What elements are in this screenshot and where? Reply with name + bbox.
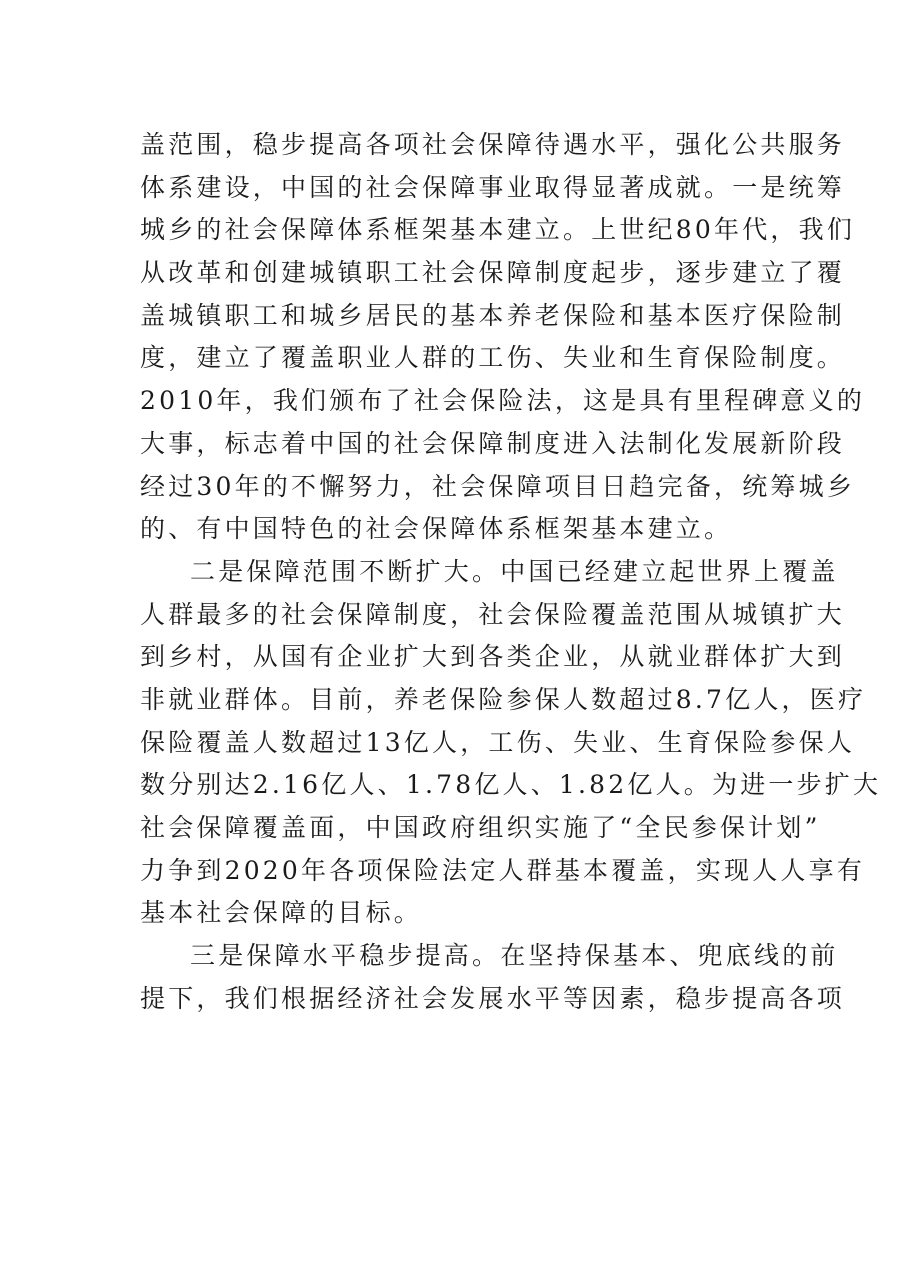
text-line: 数分别达2.16亿人、1.78亿人、1.82亿人。为进一步扩大 [140,770,882,800]
text-line: 度，建立了覆盖职业人群的工伤、失业和生育保险制度。 [140,343,846,373]
text-line: 基本社会保障的目标。 [140,898,423,928]
document-body [140,124,882,1020]
text-line: 的、有中国特色的社会保障体系框架基本建立。 [140,514,733,544]
text-line: 提下，我们根据经济社会发展水平等因素，稳步提高各项 [140,983,846,1013]
text-line: 社会保障覆盖面，中国政府组织实施了“全民参保计划” [140,813,821,842]
text-line: 非就业群体。目前，养老保险参保人数超过8.7亿人，医疗 [140,684,867,714]
text-line: 盖范围，稳步提高各项社会保障待遇水平，强化公共服务 [140,130,846,159]
text-line: 力争到2020年各项保险法定人群基本覆盖，实现人人享有 [140,855,866,885]
text-line: 2010年，我们颁布了社会保险法，这是具有里程碑意义的 [140,386,866,416]
text-line: 人群最多的社会保障制度，社会保险覆盖范围从城镇扩大 [140,599,846,629]
text-line: 经过30年的不懈努力，社会保障项目日趋完备，统筹城乡 [140,471,856,501]
text-line: 到乡村，从国有企业扩大到各类企业，从就业群体扩大到 [140,642,846,672]
text-line: 盖城镇职工和城乡居民的基本养老保险和基本医疗保险制 [140,300,846,330]
text-line: 保险覆盖人数超过13亿人，工伤、失业、生育保险参保人 [140,727,856,757]
paragraph-start-line: 二是保障范围不断扩大。中国已经建立起世界上覆盖 [190,556,839,586]
text-line: 体系建设，中国的社会保障事业取得显著成就。一是统筹 [140,172,846,202]
text-line: 城乡的社会保障体系框架基本建立。上世纪80年代，我们 [140,215,856,245]
paragraph-start-line: 三是保障水平稳步提高。在坚持保基本、兜底线的前 [190,941,839,971]
text-line: 大事，标志着中国的社会保障制度进入法制化发展新阶段 [140,428,846,458]
text-line: 从改革和创建城镇职工社会保障制度起步，逐步建立了覆 [140,258,846,288]
